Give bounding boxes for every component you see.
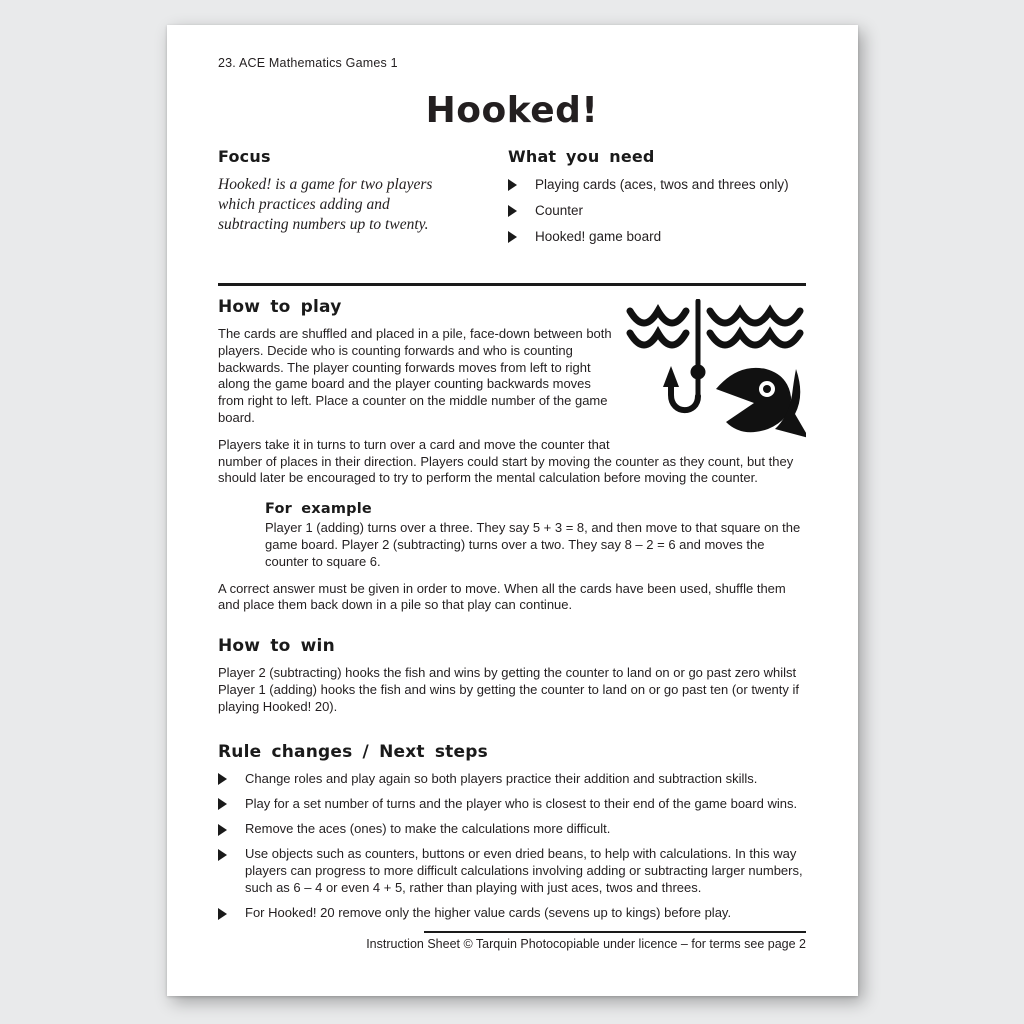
triangle-bullet-icon [508,231,517,243]
rule-change-item-label: For Hooked! 20 remove only the higher value cards (sevens up to kings) before play. [245,905,732,921]
list-item [218,771,806,788]
rule-change-item-label: Remove the aces (ones) to make the calculations more difficult. [245,821,611,837]
how-to-play-paragraph-3: A correct answer must be given in order to move. When all the cards have been used, shuffle them and place them back down in a pile so that play can continue. [218,580,786,613]
for-example-heading: For example [265,501,372,518]
focus-heading: Focus [218,147,271,166]
list-item [218,796,806,813]
how-to-play-paragraph-1: The cards are shuffled and placed in a pile, face-down between both players. Decide who is counting forwards and who is counting backwards. The player counting forwards moves from left to right along the game board and the player counting backwards moves from right to left. Place a counter on the middle number of the game board. [218,326,612,425]
focus-section [218,147,508,255]
list-item [508,203,806,218]
water-waves-icon [630,311,800,345]
what-you-need-heading: What you need [508,147,655,166]
list-item [218,846,806,896]
fish-and-hook-illustration [626,299,806,439]
rule-changes-heading: Rule changes / Next steps [218,741,488,762]
document-series-header: 23. ACE Mathematics Games 1 [218,56,398,70]
what-you-need-item-label: Counter [535,203,584,218]
how-to-win-heading: How to win [218,636,335,657]
section-divider [218,283,806,286]
instruction-sheet-page [167,25,858,996]
fish-icon [716,368,806,438]
what-you-need-item-label: Hooked! game board [535,229,662,244]
triangle-bullet-icon [508,205,517,217]
rule-change-item-label: Play for a set number of turns and the player who is closest to their end of the game board wins. [245,795,798,811]
intro-columns [218,147,806,255]
for-example-text: Player 1 (adding) turns over a three. They say 5 + 3 = 8, and then move to that square on the game board. Player 2 (subtracting) turns over a two. They say 8 – 2 = 6 and moves the counter to square 6. [265,520,801,569]
how-to-play-paragraph-2: Players take it in turns to turn over a card and move the counter that number of places in their direction. Players could start by moving the counter as they count, but they should later be encouraged to try to perform the mental calculation before moving the counter. [218,436,794,486]
what-you-need-section [508,147,806,255]
triangle-bullet-icon [218,824,227,836]
list-item [508,229,806,244]
how-to-win-section [218,636,806,725]
focus-text: Hooked! is a game for two players which practices adding and subtracting numbers up to twenty. [218,176,433,233]
how-to-win-text: Player 2 (subtracting) hooks the fish and wins by getting the counter to land on or go past zero whilst Player 1 (adding) hooks the fish and wins by getting the counter to land on or go past ten (or twenty if playing Hooked! 20). [218,665,800,714]
triangle-bullet-icon [218,773,227,785]
list-item [508,177,806,192]
footer-licence-text: Instruction Sheet © Tarquin Photocopiable under licence – for terms see page 2 [366,936,806,951]
how-to-play-section [218,297,806,624]
what-you-need-item-label: Playing cards (aces, twos and threes only) [535,177,789,192]
rule-change-item-label: Use objects such as counters, buttons or even dried beans, to help with calculations. In this way players can progress to more difficult calculations involving adding or subtracting larger numbers, such as 6 – 4 or even 4 + 5, rather than playing with just aces, twos and threes. [245,846,803,896]
how-to-play-heading: How to play [218,297,342,317]
list-item [218,821,806,838]
triangle-bullet-icon [218,908,227,920]
example-block [265,501,806,570]
rule-changes-section [218,742,806,931]
triangle-bullet-icon [218,798,227,810]
page-footer [218,931,806,1003]
triangle-bullet-icon [508,179,517,191]
page-title: Hooked! [425,90,599,131]
list-item [218,905,806,922]
rule-change-item-label: Change roles and play again so both players practice their addition and subtraction skills. [245,770,758,786]
triangle-bullet-icon [218,849,227,861]
